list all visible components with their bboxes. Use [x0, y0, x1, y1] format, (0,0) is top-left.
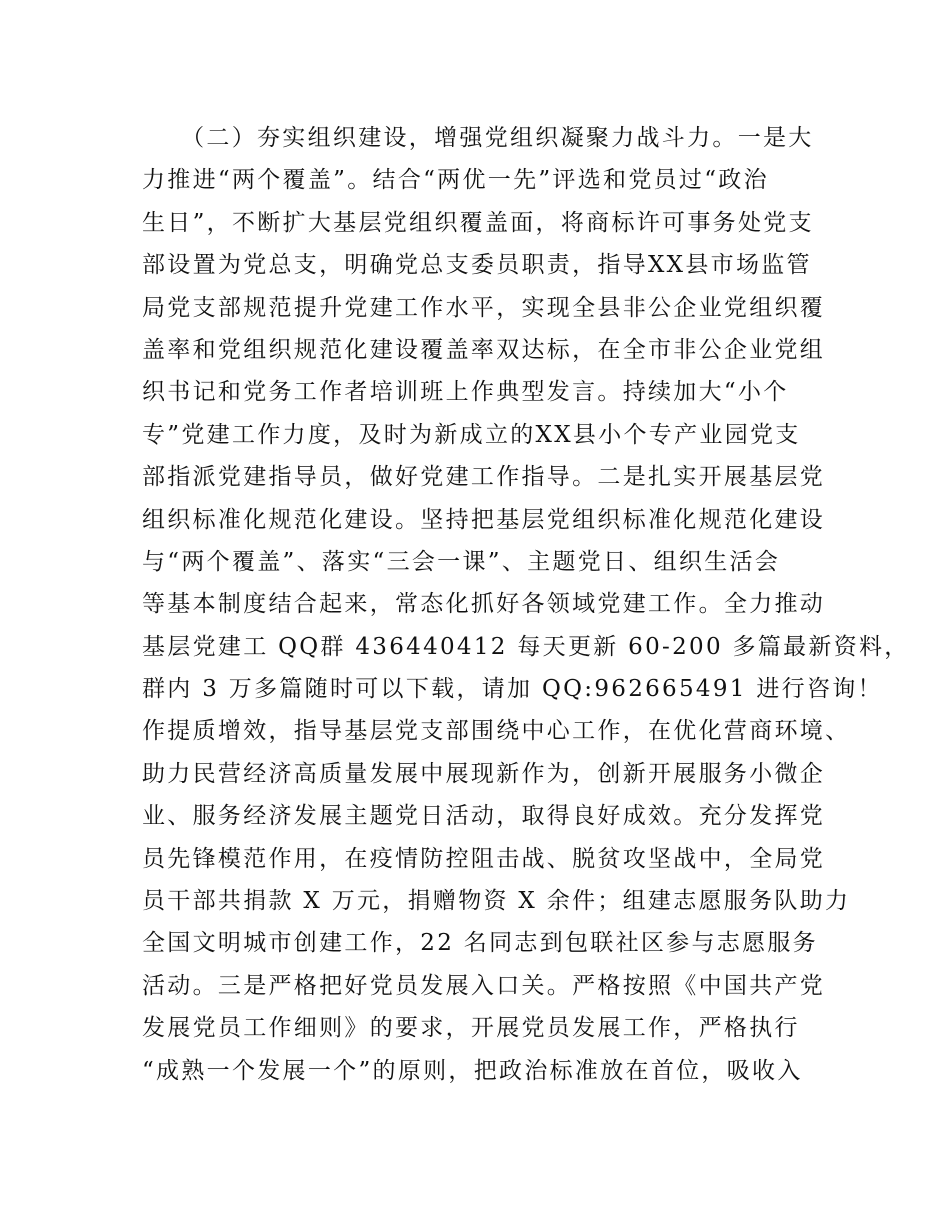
text-line: 专”党建工作力度，及时为新成立的XX县小个专产业园党支	[142, 421, 801, 448]
text-line: 员先锋模范作用，在疫情防控阻击战、脱贫攻坚战中，全局党	[142, 845, 826, 872]
ad-line: 基层党建工 QQ群 436440412 每天更新 60-200 多篇最新资料，	[142, 633, 910, 660]
body-paragraph	[142, 117, 910, 1092]
text-line: 部指派党建指导员，做好党建工作指导。二是扎实开展基层党	[142, 464, 826, 491]
text-line: 局党支部规范提升党建工作水平，实现全县非公企业党组织覆	[142, 294, 826, 321]
text-line: 与“两个覆盖”、落实“三会一课”、主题党日、组织生活会	[142, 548, 781, 575]
text-line: 作提质增效，指导基层党支部围绕中心工作，在优化营商环境、	[142, 718, 851, 745]
ad-line: 群内 3 万多篇随时可以下载，请加 QQ:962665491 进行咨询！	[142, 676, 883, 703]
text-line: （二）夯实组织建设，增强党组织凝聚力战斗力。一是大	[142, 125, 814, 151]
text-line: “成熟一个发展一个”的原则，把政治标准放在首位，吸收入	[142, 1057, 803, 1084]
text-line: 活动。三是严格把好党员发展入口关。严格按照《中国共产党	[142, 972, 826, 999]
text-line: 业、服务经济发展主题党日活动，取得良好成效。充分发挥党	[142, 803, 826, 830]
text-line: 发展党员工作细则》的要求，开展党员发展工作，严格执行	[142, 1015, 800, 1042]
text-line: 组织标准化规范化建设。坚持把基层党组织标准化规范化建设	[142, 506, 826, 533]
text-line: 全国文明城市创建工作，22 名同志到包联社区参与志愿服务	[142, 930, 818, 957]
text-line: 员干部共捐款 X 万元，捐赠物资 X 余件；组建志愿服务队助力	[142, 888, 851, 915]
text-line: 织书记和党务工作者培训班上作典型发言。持续加大“小个	[142, 379, 789, 406]
text-line: 生日”，不断扩大基层党组织覆盖面，将商标许可事务处党支	[142, 209, 814, 236]
text-line: 力推进“两个覆盖”。结合“两优一先”评选和党员过“政治	[142, 167, 769, 194]
text-line: 部设置为党总支，明确党总支委员职责，指导XX县市场监管	[142, 252, 812, 279]
text-line: 盖率和党组织规范化建设覆盖率双达标，在全市非公企业党组	[142, 336, 826, 363]
text-line: 助力民营经济高质量发展中展现新作为，创新开展服务小微企	[142, 760, 826, 787]
text-line: 等基本制度结合起来，常态化抓好各领域党建工作。全力推动	[142, 591, 826, 618]
